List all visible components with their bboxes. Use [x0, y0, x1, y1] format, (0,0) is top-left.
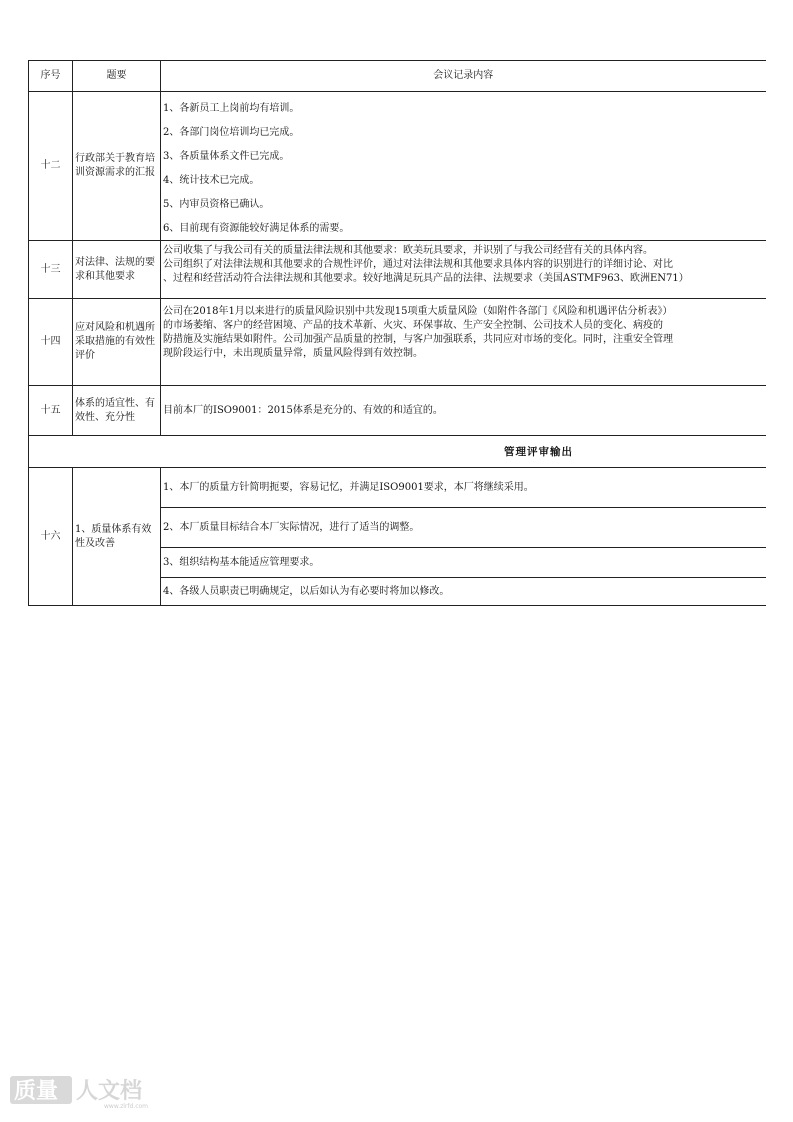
table-row: [29, 386, 766, 436]
svg-text:www.zlrfd.com: www.zlrfd.com: [104, 1103, 149, 1110]
list-item: 4、统计技术已完成。: [163, 175, 260, 186]
list-item: 2、各部门岗位培训均已完成。: [163, 127, 300, 138]
text-line: 现阶段运行中，未出现质量异常，质量风险得到有效控制。: [163, 348, 423, 359]
logo-mark: [10, 1076, 148, 1110]
text-line: 防措施及实施结果如附件。公司加强产品质量的控制，与客户加强联系，共同应对市场的变化。同时，注重安全管理: [163, 334, 673, 345]
row-topic: 体系的适宜性、有效性、充分性: [73, 386, 161, 436]
row-topic: 1、质量体系有效性及改善: [73, 468, 161, 606]
list-item: 6、目前现有资源能较好满足体系的需要。: [163, 223, 350, 234]
svg-text:质量: 质量: [14, 1079, 59, 1104]
text-line: 、过程和经营活动符合法律法规和其他要求。较好地满足玩具产品的法律、法规要求（美国ASTMF963、欧洲EN71）: [163, 273, 689, 284]
row-content: [161, 299, 766, 386]
list-item: 2、本厂质量目标结合本厂实际情况，进行了适当的调整。: [161, 508, 766, 548]
text-line: 公司收集了与我公司有关的质量法律法规和其他要求：欧美玩具要求，并识别了与我公司经营有关的具体内容。: [163, 245, 653, 256]
row-topic: 行政部关于教育培训资源需求的汇报: [73, 92, 161, 241]
row-number: 十四: [29, 299, 73, 386]
table-row: [29, 92, 766, 241]
list-item: 3、各质量体系文件已完成。: [163, 151, 290, 162]
table-row: [29, 299, 766, 386]
header-no: 序号: [29, 61, 73, 92]
row-content: [161, 241, 766, 299]
section-title-row: [29, 436, 766, 468]
list-item: 1、本厂的质量方针简明扼要，容易记忆，并满足ISO9001要求，本厂将继续采用。: [161, 468, 766, 508]
header-content: 会议记录内容: [161, 61, 766, 92]
table-row: [29, 468, 766, 508]
header-topic: 题要: [73, 61, 161, 92]
row-topic: 对法律、法规的要求和其他要求: [73, 241, 161, 299]
list-item: 5、内审员资格已确认。: [163, 199, 270, 210]
output-title: 管理评审输出: [29, 436, 766, 468]
header-row: [29, 61, 766, 92]
text-line: 的市场萎缩、客户的经营困境、产品的技术革新、火灾、环保事故、生产安全控制、公司技术人员的变化、病疫的: [163, 320, 663, 331]
list-item: 3、组织结构基本能适应管理要求。: [161, 548, 766, 578]
row-number: 十二: [29, 92, 73, 241]
list-item: 4、各级人员职责已明确规定，以后如认为有必要时将加以修改。: [161, 578, 766, 606]
row-topic: 应对风险和机遇所采取措施的有效性评价: [73, 299, 161, 386]
row-number: 十六: [29, 468, 73, 606]
table-row: [29, 241, 766, 299]
row-number: 十三: [29, 241, 73, 299]
list-item: 1、各新员工上岗前均有培训。: [163, 103, 300, 114]
row-content: 目前本厂的ISO9001：2015体系是充分的、有效的和适宜的。: [161, 386, 766, 436]
row-number: 十五: [29, 386, 73, 436]
row-content: [161, 92, 766, 241]
text-line: 公司组织了对法律法规和其他要求的合规性评价，通过对法律法规和其他要求具体内容的识别进行的详细讨论、对比: [163, 259, 673, 270]
text-line: 公司在2018年1月以来进行的质量风险识别中共发现15项重大质量风险（如附件各部门《风险和机遇评估分析表》）: [163, 306, 673, 317]
svg-text:人文档: 人文档: [76, 1079, 143, 1104]
site-logo: [8, 1070, 158, 1114]
meeting-record-table: [28, 60, 766, 606]
